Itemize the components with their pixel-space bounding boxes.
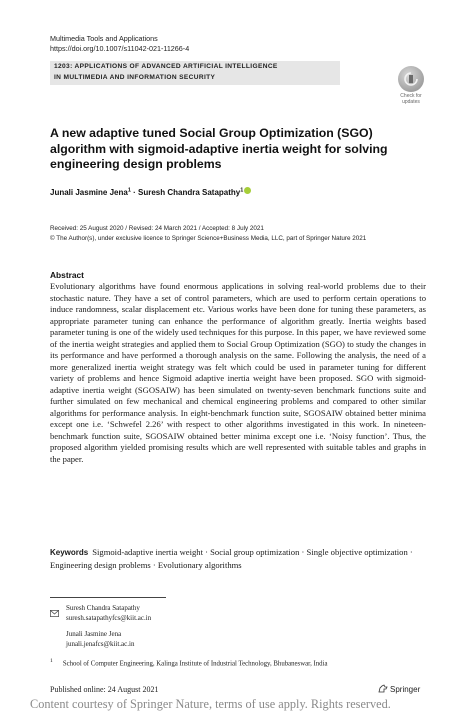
envelope-icon: [50, 604, 59, 622]
publisher-logo: [378, 684, 420, 694]
affiliation-text: School of Computer Engineering, Kalinga Institute of Industrial Technology, Bhubaneswar, India: [62, 660, 328, 668]
courtesy-watermark: Content courtesy of Springer Nature, terms of use apply. Rights reserved.: [30, 697, 391, 711]
article-title: A new adaptive tuned Social Group Optimization (SGO) algorithm with sigmoid-adaptive inertia weight for solving engineering design problems: [50, 126, 388, 171]
footnote-divider: [50, 597, 166, 598]
coauthor-name: Junali Jasmine Jena: [66, 630, 122, 638]
author-list: [50, 187, 430, 197]
affiliation-ref: 1: [240, 187, 244, 194]
doi-link[interactable]: https://doi.org/10.1007/s11042-021-11266-4: [50, 44, 190, 53]
copyright-notice: © The Author(s), under exclusive licence to Springer Science+Business Media, LLC, part of Springer Nature 2021: [50, 234, 367, 242]
author-name[interactable]: Junali Jasmine Jena: [50, 188, 128, 197]
topical-collection-banner: [50, 61, 340, 85]
abstract-text: Evolutionary algorithms have found enormous applications in solving real-world problems due to their stochastic nature. They have a set of control parameters, which are used to perform certain operations to induce randomness, scalar displacement etc. Various works have been done for tuning these parameters, as appropriate parameter tuning can enhance the performance of algorithm greatly. Inertia weights based parameter tuning is one of the widely used techniques for this purpose. In this paper, we have reviewed some of the inertia weight strategies and applied them to Social Group Optimization (SGO) to study the changes in its performance and have performed a thorough analysis on the same. Following the analysis, the need of a more generalized inertia weight strategy was felt which could be used in parameter tuning for different variety of problems and hence Sigmoid adaptive inertia weight have been proposed. SGO with sigmoid-adaptive inertia weight (SGOSAIW) has been simulated on twenty-seven benchmark functions suite and further simulated on few mechanical and chemical engineering problems and compared to other similar algorithms for performance analysis. In eight-benchmark function suite, SGOSAIW obtained better minima except one i.e. ‘Schwefel 2.26’ with respect to other algorithms investigated in this work. In nineteen-benchmark function suite, SGOSAIW obtained better minima except one i.e. ‘Noisy function’. Thus, the proposed algorithm yielded promising results which are well represented with suitable tables and graphs in the paper.: [50, 281, 426, 464]
check-updates-icon: [398, 66, 424, 92]
keywords-text: Sigmoid-adaptive inertia weight · Social group optimization · Single objective optimization · Engineering design problems · Evolutionary algorithms: [50, 547, 413, 570]
coauthor-email[interactable]: junali.jenafcs@kiit.ac.in: [66, 640, 135, 648]
affiliation-ref: 1: [127, 187, 131, 194]
journal-name: Multimedia Tools and Applications: [50, 34, 158, 43]
corresponding-author-email[interactable]: suresh.satapathyfcs@kiit.ac.in: [66, 614, 152, 622]
banner-line-2: IN MULTIMEDIA AND INFORMATION SECURITY: [54, 73, 216, 81]
orcid-icon[interactable]: [244, 187, 251, 194]
keywords-label: Keywords: [50, 548, 89, 557]
corresponding-author-name: Suresh Chandra Satapathy: [66, 604, 140, 612]
correspondence-block: [66, 603, 446, 649]
affiliation-number: 1: [50, 658, 53, 664]
journal-header: [50, 34, 189, 54]
author-separator: ·: [130, 188, 138, 197]
abstract-heading: Abstract: [50, 270, 84, 280]
check-for-updates-badge[interactable]: [392, 66, 430, 104]
publisher-name: Springer: [390, 685, 421, 694]
author-name[interactable]: Suresh Chandra Satapathy: [138, 188, 241, 197]
springer-horse-icon: [378, 684, 388, 693]
article-history: [50, 224, 440, 243]
banner-line-1: 1203: APPLICATIONS OF ADVANCED ARTIFICIAL INTELLIGENCE: [54, 63, 278, 70]
affiliation-note: [50, 657, 430, 668]
keywords-section: [50, 546, 426, 571]
published-date: Published online: 24 August 2021: [50, 685, 159, 694]
history-dates: Received: 25 August 2020 / Revised: 24 March 2021 / Accepted: 8 July 2021: [50, 225, 264, 232]
badge-label-2: updates: [402, 99, 420, 105]
badge-label-1: Check for: [400, 93, 422, 99]
